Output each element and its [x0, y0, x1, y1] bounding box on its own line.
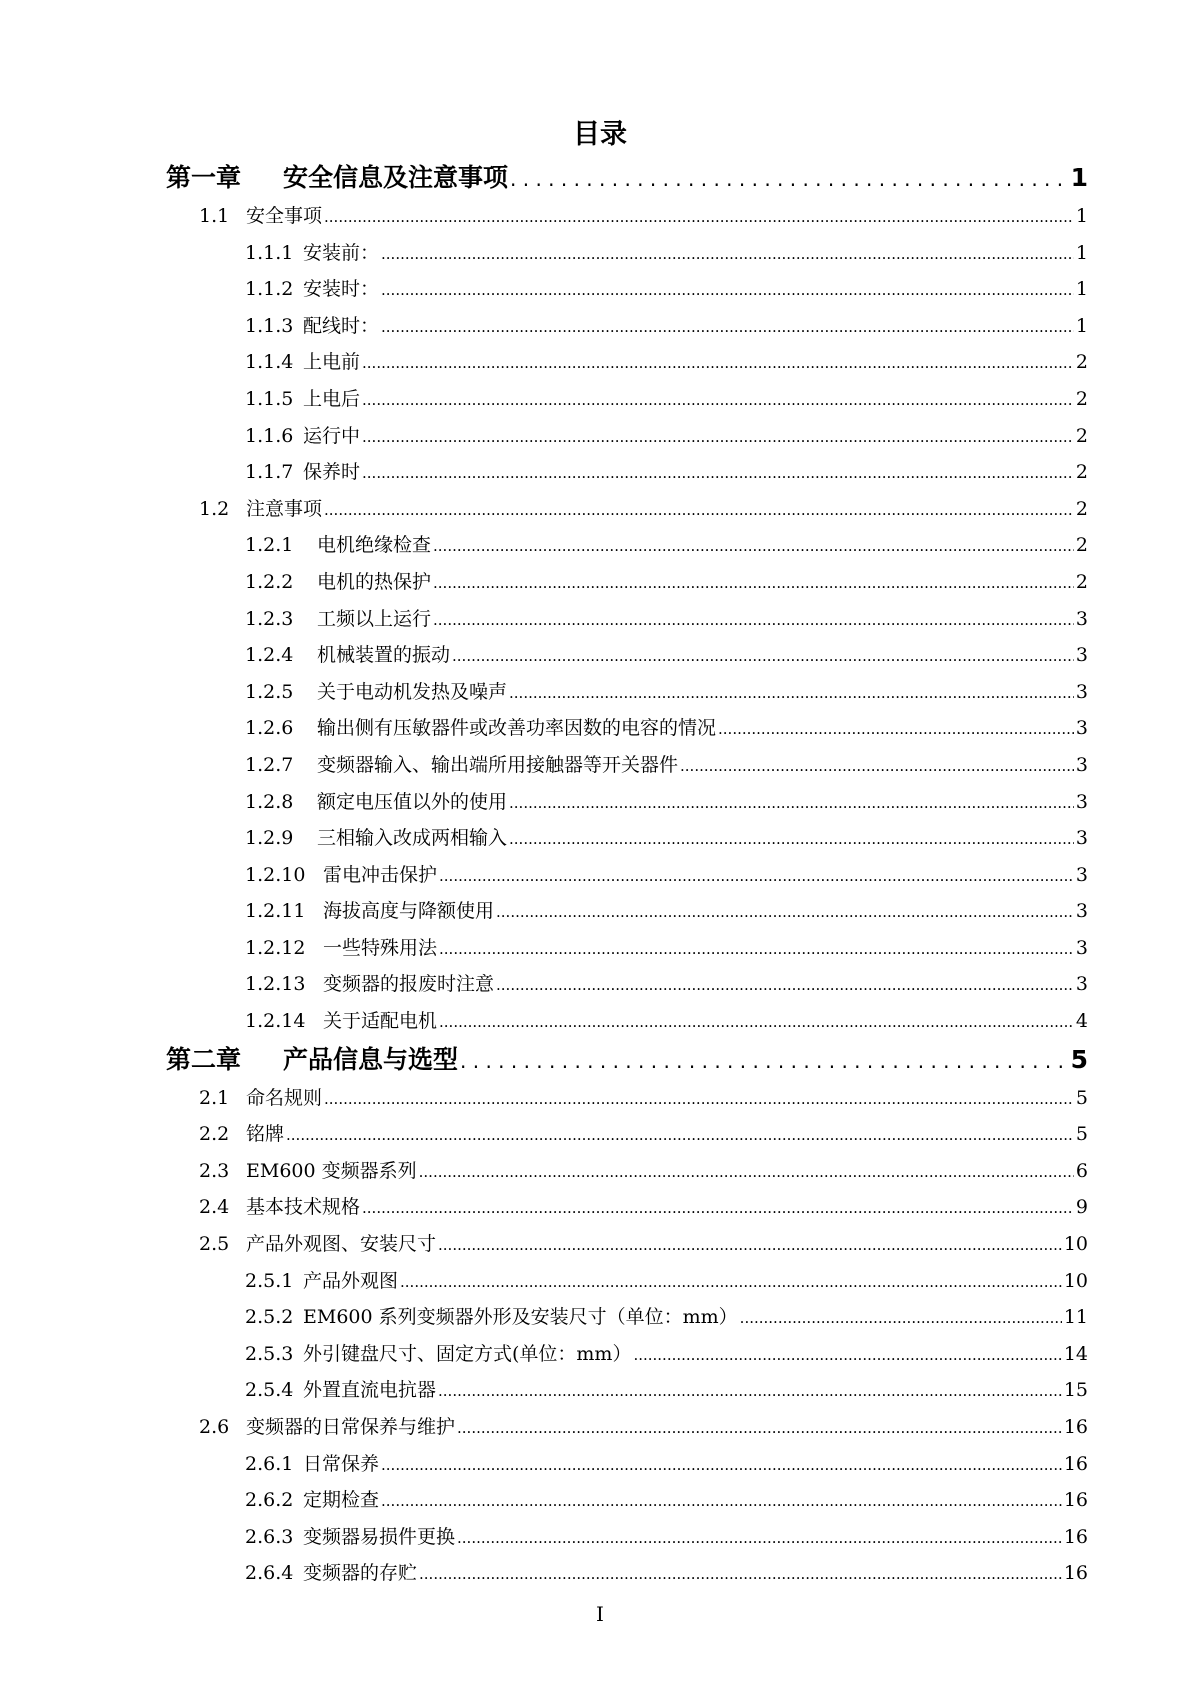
toc-entry-number: 2.3	[199, 1159, 230, 1182]
dot-leader	[362, 382, 1074, 419]
dot-leader	[460, 1041, 1069, 1081]
toc-entry-title: 产品外观图、安装尺寸	[246, 1233, 437, 1256]
dot-leader	[509, 821, 1074, 858]
toc-entry-number: 2.6.3	[245, 1525, 294, 1548]
toc-entry-number: 1.1.1	[245, 241, 294, 264]
toc-chapter-entry[interactable]	[0, 1040, 1200, 1080]
toc-entry-title: 额定电压值以外的使用	[317, 790, 508, 813]
toc-entry-title: 上电前	[303, 351, 361, 374]
table-of-contents	[0, 158, 1200, 1592]
dot-leader	[433, 602, 1074, 639]
toc-entry-page: 15	[1063, 1379, 1088, 1402]
toc-subsection-entry[interactable]	[0, 271, 1200, 308]
dot-leader	[400, 1264, 1062, 1301]
toc-entry-number: 第一章	[166, 163, 242, 192]
toc-entry-page: 3	[1075, 973, 1088, 996]
toc-entry-number: 1.2.9	[245, 827, 294, 850]
toc-entry-number: 第二章	[166, 1044, 242, 1074]
toc-entry-page: 3	[1075, 607, 1088, 630]
toc-entry-number: 1.2.6	[245, 717, 294, 740]
dot-leader	[438, 1373, 1062, 1410]
toc-entry-title: 雷电冲击保护	[323, 863, 438, 886]
toc-entry-page: 3	[1075, 753, 1088, 776]
dot-leader	[718, 711, 1074, 748]
toc-subsection-entry[interactable]	[0, 418, 1200, 455]
toc-entry-page: 2	[1075, 497, 1088, 520]
toc-entry-page: 16	[1063, 1452, 1088, 1475]
dot-leader	[324, 492, 1074, 529]
dot-leader	[509, 675, 1074, 712]
toc-entry-title: 安全事项	[246, 205, 323, 227]
toc-entry-number: 1.1.6	[245, 424, 294, 447]
toc-entry-page: 14	[1063, 1342, 1088, 1365]
toc-subsection-entry[interactable]	[0, 784, 1200, 821]
toc-entry-number: 2.5.3	[245, 1342, 294, 1365]
toc-entry-title: 注意事项	[246, 497, 323, 520]
toc-entry-title: 外引键盘尺寸、固定方式(单位：mm）	[303, 1342, 632, 1365]
toc-subsection-entry[interactable]	[0, 710, 1200, 747]
toc-entry-page: 1	[1075, 278, 1088, 301]
toc-subsection-entry[interactable]	[0, 1336, 1200, 1373]
toc-entry-title: 变频器输入、输出端所用接触器等开关器件	[317, 753, 679, 776]
toc-entry-title: 安装前：	[303, 241, 380, 264]
toc-subsection-entry[interactable]	[0, 930, 1200, 967]
dot-leader	[433, 528, 1074, 565]
toc-entry-page: 2	[1075, 570, 1088, 593]
toc-entry-title: 变频器易损件更换	[303, 1525, 456, 1548]
toc-entry-title: EM600 变频器系列	[246, 1159, 417, 1182]
toc-section-entry[interactable]	[0, 1080, 1200, 1117]
toc-entry-title: 海拔高度与降额使用	[323, 900, 495, 923]
dot-leader	[439, 1004, 1074, 1041]
toc-entry-number: 1.2.8	[245, 790, 294, 813]
dot-leader	[381, 1483, 1062, 1520]
toc-entry-title: 上电后	[303, 387, 361, 410]
toc-subsection-entry[interactable]	[0, 527, 1200, 564]
toc-entry-page: 1	[1075, 241, 1088, 264]
toc-entry-page: 10	[1063, 1233, 1088, 1256]
toc-entry-page: 9	[1075, 1196, 1088, 1219]
toc-entry-title: 机械装置的振动	[317, 644, 451, 667]
toc-entry-title: 产品外观图	[303, 1269, 399, 1292]
toc-entry-number: 1.1.7	[245, 461, 294, 484]
toc-entry-page: 3	[1075, 863, 1088, 886]
toc-subsection-entry[interactable]	[0, 344, 1200, 381]
toc-entry-number: 2.5.2	[245, 1306, 294, 1329]
toc-section-entry[interactable]	[0, 1116, 1200, 1153]
toc-entry-number: 1.1.5	[245, 387, 294, 410]
dot-leader	[362, 419, 1074, 456]
toc-entry-page: 2	[1075, 351, 1088, 374]
toc-entry-title: 一些特殊用法	[323, 936, 438, 959]
toc-entry-title: 输出侧有压敏器件或改善功率因数的电容的情况	[317, 717, 717, 740]
toc-subsection-entry[interactable]	[0, 308, 1200, 345]
toc-subsection-entry[interactable]	[0, 1446, 1200, 1483]
toc-entry-page: 16	[1063, 1416, 1088, 1438]
toc-subsection-entry[interactable]	[0, 1482, 1200, 1519]
toc-subsection-entry[interactable]	[0, 1299, 1200, 1336]
toc-entry-title: 外置直流电抗器	[303, 1379, 437, 1402]
toc-section-entry[interactable]	[0, 1226, 1200, 1263]
toc-entry-number: 2.5.4	[245, 1379, 294, 1402]
page-number: I	[596, 1602, 604, 1626]
toc-subsection-entry[interactable]	[0, 1263, 1200, 1300]
dot-leader	[381, 272, 1074, 309]
toc-section-entry[interactable]	[0, 491, 1200, 528]
toc-entry-number: 2.5.1	[245, 1269, 294, 1292]
toc-subsection-entry[interactable]	[0, 637, 1200, 674]
toc-entry-number: 2.2	[199, 1123, 230, 1146]
toc-entry-number: 1.2.4	[245, 644, 294, 667]
toc-entry-number: 1.2.5	[245, 680, 294, 703]
toc-entry-page: 3	[1075, 680, 1088, 703]
toc-entry-page: 10	[1063, 1269, 1088, 1292]
toc-entry-title: 变频器的存贮	[303, 1562, 418, 1585]
toc-subsection-entry[interactable]	[0, 235, 1200, 272]
dot-leader	[419, 1556, 1062, 1593]
dot-leader	[439, 858, 1074, 895]
toc-entry-number: 1.1.4	[245, 351, 294, 374]
dot-leader	[419, 1154, 1074, 1191]
toc-subsection-entry[interactable]	[0, 820, 1200, 857]
toc-subsection-entry[interactable]	[0, 966, 1200, 1003]
dot-leader	[496, 894, 1074, 931]
toc-section-entry[interactable]	[0, 1189, 1200, 1226]
toc-subsection-entry[interactable]	[0, 674, 1200, 711]
toc-subsection-entry[interactable]	[0, 381, 1200, 418]
dot-leader	[439, 931, 1074, 968]
dot-leader	[740, 1300, 1062, 1337]
toc-subsection-entry[interactable]	[0, 601, 1200, 638]
toc-entry-page: 3	[1075, 900, 1088, 923]
toc-entry-number: 1.1.2	[245, 278, 294, 301]
toc-entry-title: 保养时	[303, 461, 361, 484]
toc-entry-page: 16	[1063, 1489, 1088, 1512]
toc-entry-number: 1.2	[199, 497, 230, 520]
toc-entry-page: 5	[1075, 1123, 1088, 1146]
dot-leader	[433, 565, 1074, 602]
toc-subsection-entry[interactable]	[0, 893, 1200, 930]
toc-section-entry[interactable]	[0, 1409, 1200, 1446]
toc-entry-number: 1.2.13	[245, 973, 306, 996]
toc-entry-title: 安装时：	[303, 278, 380, 301]
dot-leader	[509, 785, 1074, 822]
toc-entry-page: 16	[1063, 1525, 1088, 1548]
dot-leader	[457, 1410, 1062, 1447]
toc-entry-number: 2.4	[199, 1196, 230, 1219]
toc-entry-number: 1.2.7	[245, 753, 294, 776]
toc-entry-number: 2.5	[199, 1233, 230, 1256]
toc-entry-number: 2.6.2	[245, 1489, 294, 1512]
toc-entry-page: 3	[1075, 936, 1088, 959]
dot-leader	[633, 1337, 1061, 1374]
dot-leader	[381, 309, 1074, 346]
toc-entry-title: 电机的热保护	[317, 570, 432, 593]
toc-entry-title: 变频器的报废时注意	[323, 973, 495, 996]
toc-entry-page: 2	[1075, 461, 1088, 484]
toc-entry-page: 3	[1075, 790, 1088, 813]
toc-entry-page: 1	[1075, 205, 1088, 227]
toc-subsection-entry[interactable]	[0, 1372, 1200, 1409]
toc-entry-number: 1.1	[199, 205, 230, 227]
dot-leader	[452, 638, 1074, 675]
toc-entry-number: 1.2.11	[245, 900, 306, 923]
toc-entry-number: 1.2.1	[245, 534, 294, 557]
toc-entry-page: 4	[1075, 1010, 1088, 1033]
toc-entry-title: EM600 系列变频器外形及安装尺寸（单位：mm）	[303, 1306, 738, 1329]
dot-leader	[381, 236, 1074, 273]
toc-subsection-entry[interactable]	[0, 1555, 1200, 1592]
toc-section-entry[interactable]	[0, 1153, 1200, 1190]
toc-entry-title: 关于适配电机	[323, 1010, 438, 1033]
toc-subsection-entry[interactable]	[0, 454, 1200, 491]
toc-entry-title: 电机绝缘检查	[317, 534, 432, 557]
toc-entry-page: 6	[1075, 1159, 1088, 1182]
toc-entry-title: 安全信息及注意事项	[283, 163, 509, 192]
dot-leader	[324, 199, 1074, 236]
dot-leader	[362, 455, 1074, 492]
dot-leader	[438, 1227, 1062, 1264]
toc-entry-page: 5	[1070, 1044, 1088, 1074]
toc-entry-page: 3	[1075, 827, 1088, 850]
toc-entry-page: 16	[1063, 1562, 1088, 1585]
toc-entry-number: 2.6.1	[245, 1452, 294, 1475]
toc-entry-page: 2	[1075, 387, 1088, 410]
toc-entry-page: 5	[1075, 1086, 1088, 1109]
toc-entry-title: 命名规则	[246, 1086, 323, 1109]
dot-leader	[457, 1520, 1062, 1557]
toc-subsection-entry[interactable]	[0, 1519, 1200, 1556]
toc-subsection-entry[interactable]	[0, 857, 1200, 894]
toc-subsection-entry[interactable]	[0, 747, 1200, 784]
toc-entry-number: 1.2.14	[245, 1010, 306, 1033]
toc-entry-number: 1.1.3	[245, 314, 294, 337]
page-title: 目录	[573, 119, 627, 150]
toc-subsection-entry[interactable]	[0, 1003, 1200, 1040]
toc-entry-title: 基本技术规格	[246, 1196, 361, 1219]
toc-entry-title: 关于电动机发热及噪声	[317, 680, 508, 703]
toc-entry-title: 工频以上运行	[317, 607, 432, 630]
toc-entry-number: 1.2.12	[245, 936, 306, 959]
toc-entry-number: 2.6.4	[245, 1562, 294, 1585]
toc-subsection-entry[interactable]	[0, 564, 1200, 601]
toc-entry-page: 3	[1075, 717, 1088, 740]
toc-entry-title: 铭牌	[246, 1123, 285, 1146]
dot-leader	[362, 1190, 1074, 1227]
toc-entry-page: 2	[1075, 424, 1088, 447]
toc-chapter-entry[interactable]	[0, 158, 1200, 198]
toc-entry-page: 1	[1070, 163, 1088, 192]
toc-entry-title: 变频器的日常保养与维护	[246, 1416, 456, 1438]
dot-leader	[510, 159, 1069, 199]
toc-entry-title: 产品信息与选型	[283, 1044, 459, 1074]
dot-leader	[286, 1117, 1074, 1154]
toc-section-entry[interactable]	[0, 198, 1200, 235]
toc-entry-number: 1.2.10	[245, 863, 306, 886]
toc-entry-number: 2.1	[199, 1086, 230, 1109]
toc-entry-title: 定期检查	[303, 1489, 380, 1512]
toc-entry-number: 1.2.2	[245, 570, 294, 593]
toc-entry-title: 三相输入改成两相输入	[317, 827, 508, 850]
dot-leader	[680, 748, 1074, 785]
toc-entry-number: 2.6	[199, 1416, 230, 1438]
toc-entry-page: 2	[1075, 534, 1088, 557]
toc-entry-title: 日常保养	[303, 1452, 380, 1475]
toc-entry-page: 11	[1063, 1306, 1088, 1329]
toc-entry-page: 1	[1075, 314, 1088, 337]
dot-leader	[324, 1081, 1074, 1118]
dot-leader	[496, 967, 1074, 1004]
toc-entry-title: 配线时：	[303, 314, 380, 337]
dot-leader	[362, 345, 1074, 382]
toc-entry-number: 1.2.3	[245, 607, 294, 630]
toc-entry-title: 运行中	[303, 424, 361, 447]
toc-entry-page: 3	[1075, 644, 1088, 667]
dot-leader	[381, 1447, 1062, 1484]
